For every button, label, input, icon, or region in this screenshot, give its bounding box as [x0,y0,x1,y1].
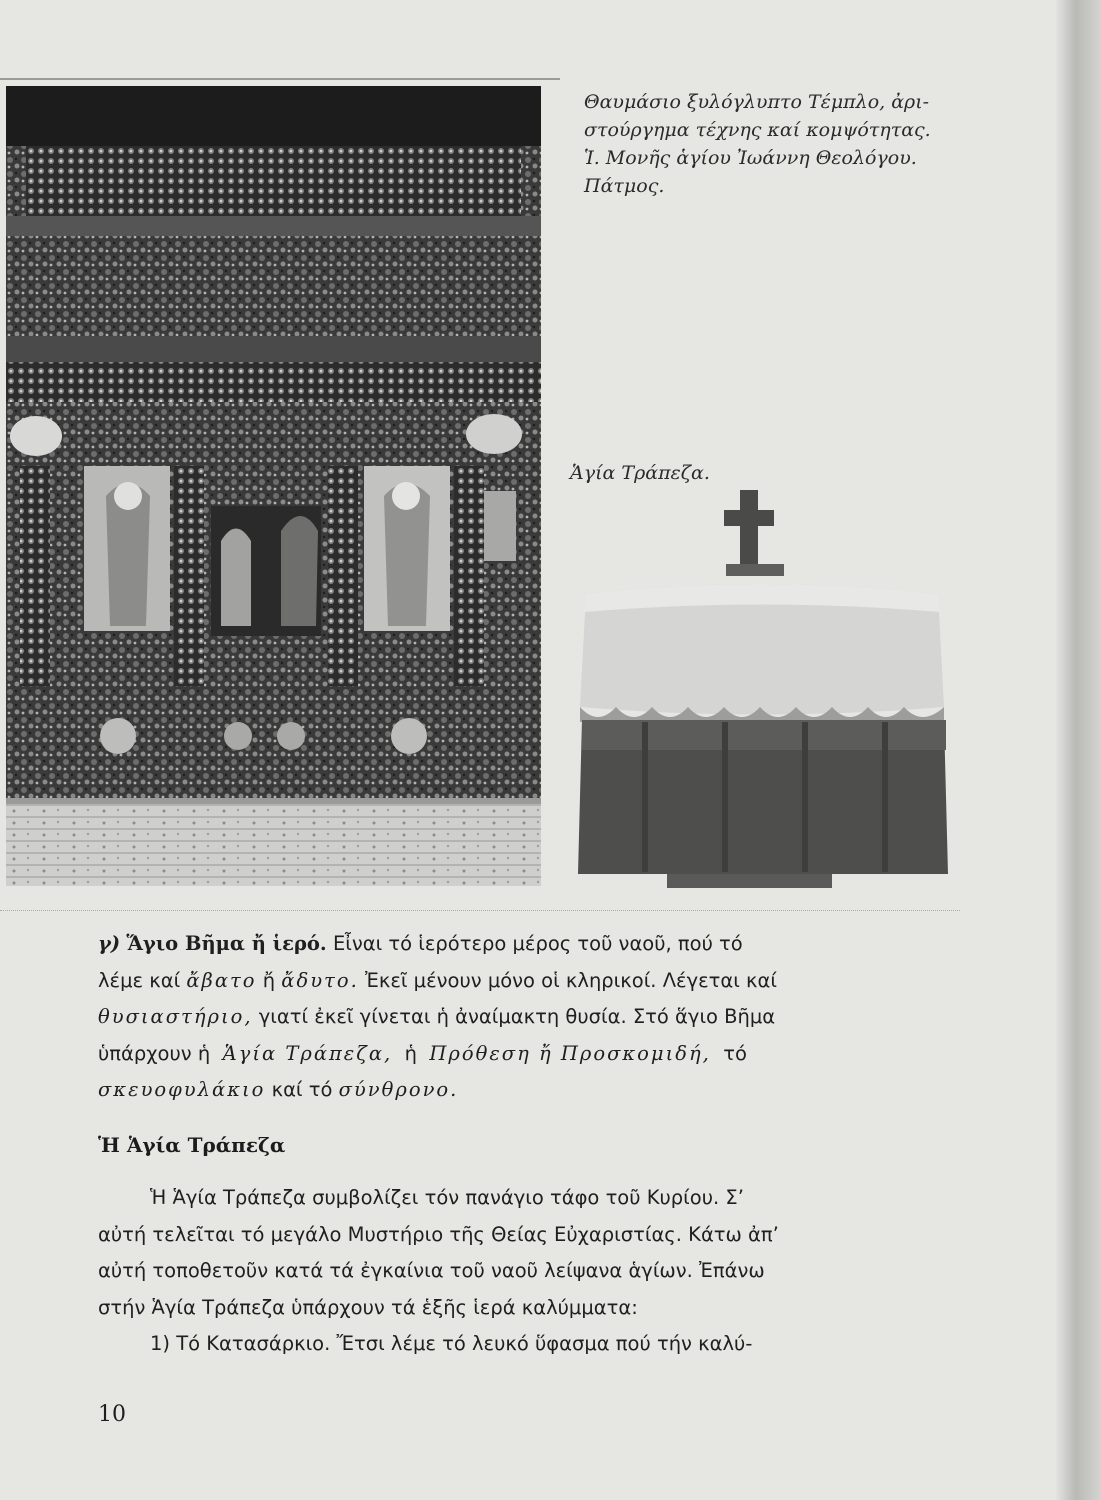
text-run: γιατί ἐκεῖ γίνεται ἡ ἀναίμακτη θυσία. Στό ἅγιο Βῆμα [258,1005,776,1028]
temple-photo-caption [584,88,984,200]
altar-photo [572,482,952,892]
iconostasis-photo [6,86,541,886]
section-divider [0,910,960,912]
emphasis: ἄβατο [186,968,257,992]
text-run: Ἐκεῖ μένουν μόνο οἱ κληρικοί. Λέγεται καί [364,968,777,992]
emphasis: σύνθρονο. [338,1078,459,1101]
text-run: Εἶναι τό ἱερότερο μέρος τοῦ ναοῦ, πού τό [332,932,743,955]
emphasis: ἄδυτο. [281,968,359,992]
text-run: τό [723,1041,747,1065]
emphasis: σκευοφυλάκιο [98,1078,266,1101]
text-line: στήν Ἁγία Τράπεζα ὑπάρχουν τά ἑξῆς ἱερά καλύμματα: [98,1295,638,1319]
text-line [98,963,956,1000]
caption-line: Ἱ. Μονῆς ἁγίου Ἰωάννη Θεολόγου. [584,147,917,169]
cross-icon [724,490,784,576]
altar-photo-caption: Ἁγία Τράπεζα. [570,462,710,484]
text-line [98,926,956,963]
text-line: 1) Τό Κατασάρκιο. Ἔτσι λέμε τό λευκό ὕφασμα πού τήν καλύ- [150,1332,753,1355]
page-number: 10 [98,1402,126,1427]
text-run: ἡ [404,1041,417,1065]
caption-line: στούργημα τέχνης καί κομψότητας. [584,119,931,141]
text-run: λέμε καί [98,968,181,992]
emphasis: θυσιαστήριο, [98,1005,253,1028]
text-line: αὐτή τελεῖται τό μεγάλο Μυστήριο τῆς Θείας Εὐχαριστίας. Κάτω ἀπ’ [98,1222,779,1246]
text-line [98,1036,956,1073]
text-run: ἤ [262,968,276,992]
text-run: ὑπάρχουν ἡ [98,1041,211,1065]
text-run: καί τό [271,1078,333,1101]
text-line [98,1072,956,1109]
text-line [98,999,956,1036]
top-rule [0,78,560,80]
text-line: αὐτή τοποθετοῦν κατά τά ἐγκαίνια τοῦ ναοῦ λείψανα ἁγίων. Ἐπάνω [98,1259,765,1282]
caption-line: Πάτμος. [584,175,665,197]
emphasis: Πρόθεση ἤ Προσκομιδή, [429,1041,711,1065]
paragraph-holy-bema [98,926,956,1109]
text-line: Ἡ Ἁγία Τράπεζα συμβολίζει τόν πανάγιο τάφο τοῦ Κυρίου. Σ’ [150,1186,744,1209]
scan-edge-shade [1055,0,1101,1500]
paragraph-holy-table [98,1180,956,1363]
caption-line: Θαυμάσιο ξυλόγλυπτο Τέμπλο, ἀρι- [584,91,930,113]
emphasis: Ἁγία Τράπεζα, [222,1041,393,1065]
list-marker: γ) [98,932,121,955]
section-heading: Ἡ Ἁγία Τράπεζα [98,1133,286,1157]
term-heading: Ἅγιο Βῆμα ἤ ἱερό. [126,932,327,955]
